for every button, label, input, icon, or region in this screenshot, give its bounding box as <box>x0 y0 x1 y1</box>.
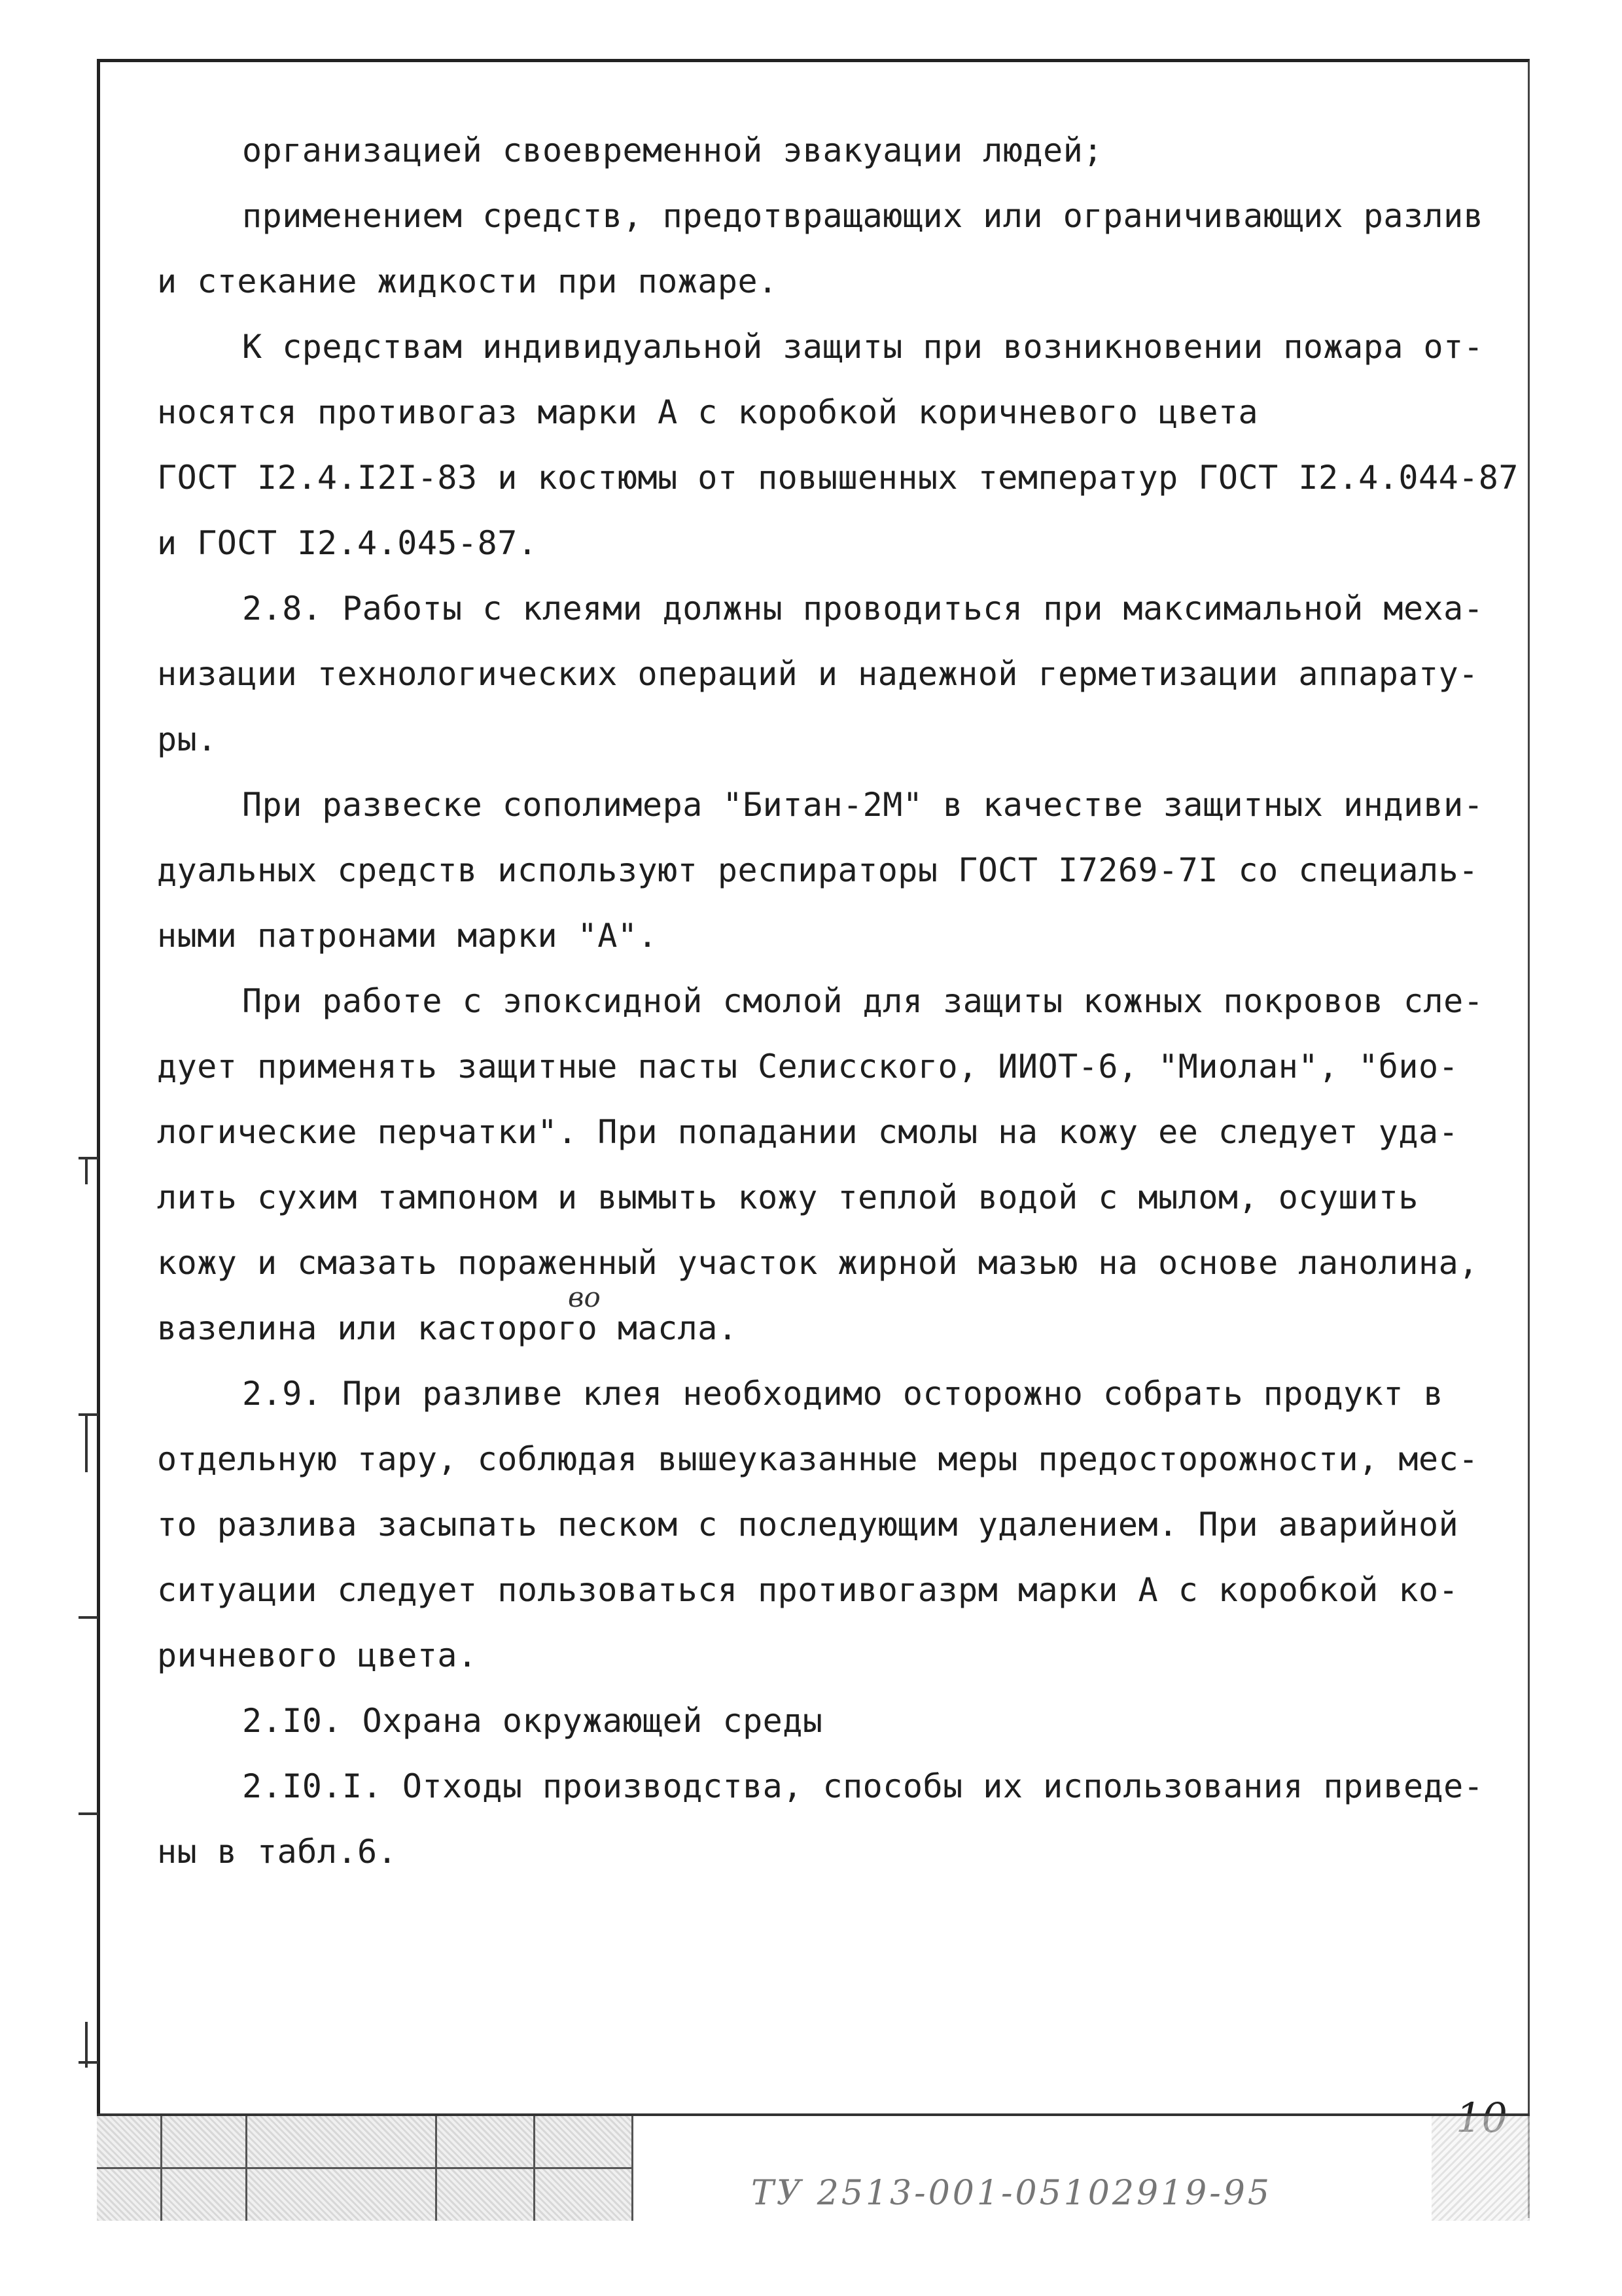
text-line: и ГОСТ I2.4.045-87. <box>157 524 538 562</box>
text-line: носятся противогаз марки А с коробкой коричневого цвета <box>157 393 1259 431</box>
text-line: то разлива засыпать песком с последующим удалением. При аварийной <box>157 1506 1459 1544</box>
text-line: ны в табл.6. <box>157 1833 398 1871</box>
text-line: ГОСТ I2.4.I2I-83 и костюмы от повышенных температур ГОСТ I2.4.044-87 <box>157 459 1519 497</box>
text-line: применением средств, предотвращающих или ограничивающих разлив <box>242 197 1484 235</box>
margin-stub <box>85 1158 88 1184</box>
margin-tick <box>79 1616 98 1619</box>
text-line: 2.8. Работы с клеями должны проводиться при максимальной меха- <box>242 590 1484 627</box>
title-block-divider <box>97 2167 633 2169</box>
text-line: При работе с эпоксидной смолой для защиты кожных покровов сле- <box>242 982 1484 1020</box>
text-line: ными патронами марки "А". <box>157 917 658 955</box>
text-line: 2.I0.I. Отходы производства, способы их использования приведе- <box>242 1767 1484 1805</box>
text-line: низации технологических операций и надежной герметизации аппарату- <box>157 655 1479 693</box>
text-line: При развеске сополимера "Битан-2М" в качестве защитных индиви- <box>242 786 1484 824</box>
text-line: ситуации следует пользоваться противогазрм марки А с коробкой ко- <box>157 1571 1459 1609</box>
title-block <box>97 2113 1530 2218</box>
text-line: и стекание жидкости при пожаре. <box>157 262 778 300</box>
document-body <box>157 118 1519 1884</box>
text-line: 2.I0. Охрана окружающей среды <box>242 1702 823 1740</box>
margin-tick <box>79 1157 98 1159</box>
text-line: организацией своевременной эвакуации людей; <box>242 132 1103 169</box>
text-line: вазелина или касторого масла. <box>157 1309 738 1347</box>
margin-stub <box>85 1413 88 1472</box>
text-line: кожу и смазать пораженный участок жирной мазью на основе ланолина, <box>157 1244 1479 1282</box>
text-line: дуальных средств используют респираторы ГОСТ I7269-7I со специаль- <box>157 851 1479 889</box>
text-line: дует применять защитные пасты Селисского, ИИОТ-6, "Миолан", "био- <box>157 1048 1459 1086</box>
text-line: ры. <box>157 720 217 758</box>
binding-margin <box>65 0 98 2296</box>
margin-tick <box>79 1812 98 1815</box>
document-code: ТУ 2513-001-05102919-95 <box>751 2174 1272 2213</box>
text-line: отдельную тару, соблюдая вышеуказанные меры предосторожности, мес- <box>157 1440 1479 1478</box>
margin-tick <box>79 1413 98 1416</box>
text-line: логические перчатки". При попадании смолы на кожу ее следует уда- <box>157 1113 1459 1151</box>
text-line: лить сухим тампоном и вымыть кожу теплой водой с мылом, осушить <box>157 1178 1419 1216</box>
text-line: 2.9. При разливе клея необходимо осторожно собрать продукт в <box>242 1375 1444 1413</box>
handwritten-correction: во <box>568 1281 601 1313</box>
text-line: К средствам индивидуальной защиты при возникновении пожара от- <box>242 328 1484 366</box>
margin-tick <box>79 2061 98 2064</box>
text-line: ричневого цвета. <box>157 1636 478 1674</box>
title-block-shading <box>1432 2116 1530 2221</box>
